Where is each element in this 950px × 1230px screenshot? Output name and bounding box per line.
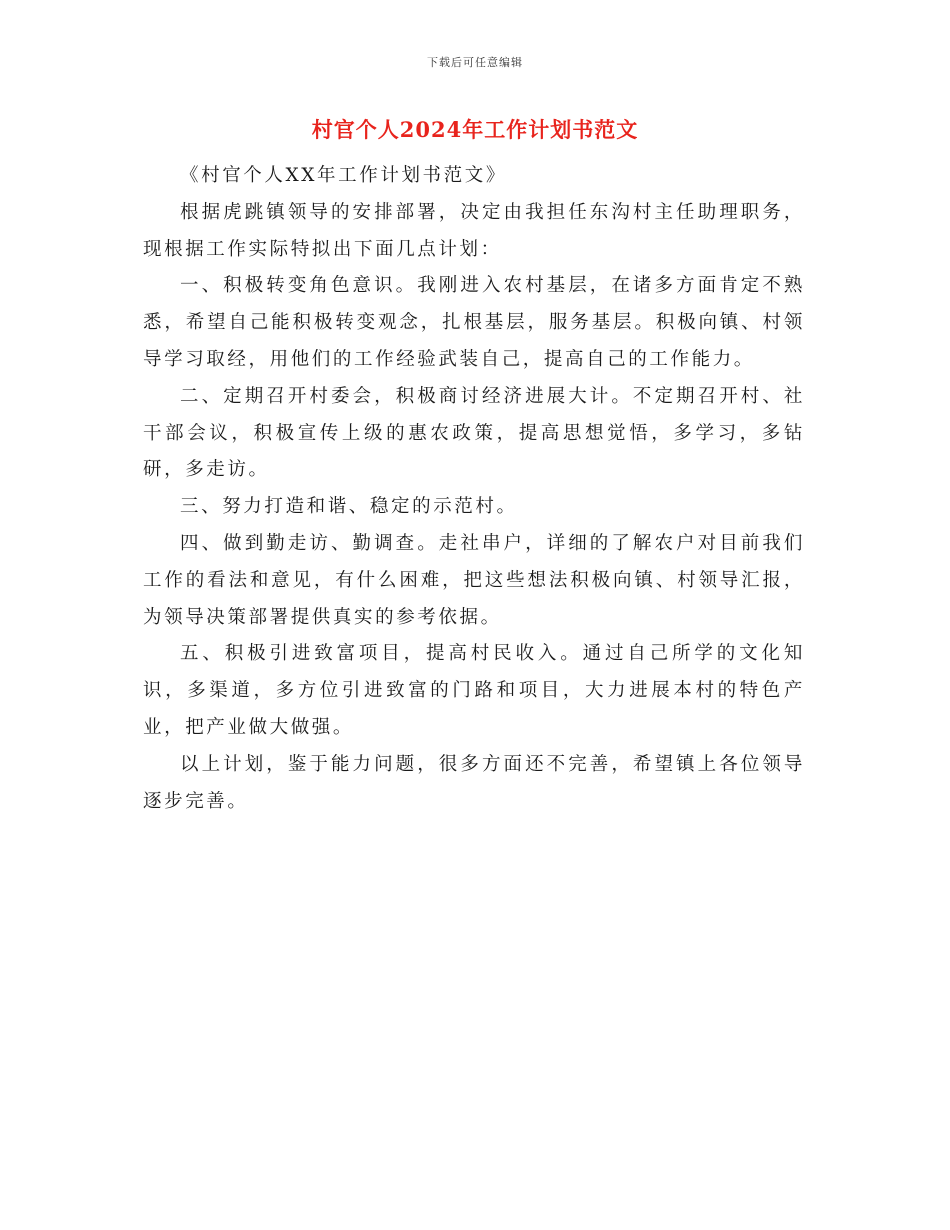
document-body bbox=[143, 158, 805, 820]
paragraph-intro-title: 《村官个人XX年工作计划书范文》 bbox=[180, 165, 507, 186]
header-note: 下载后可任意编辑 bbox=[427, 56, 523, 69]
paragraph-plan-4: 四、做到勤走访、勤调查。走社串户，详细的了解农户对目前我们工作的看法和意见，有什么困难，把这些想法积极向镇、村领导汇报，为领导决策部署提供真实的参考依据。 bbox=[143, 532, 805, 628]
paragraph-plan-3: 三、努力打造和谐、稳定的示范村。 bbox=[180, 496, 518, 518]
paragraph-plan-1: 一、积极转变角色意识。我刚进入农村基层，在诸多方面肯定不熟悉，希望自己能积极转变观念，扎根基层，服务基层。积极向镇、村领导学习取经，用他们的工作经验武装自己，提高自己的工作能力。 bbox=[143, 275, 805, 370]
paragraph-background: 根据虎跳镇领导的安排部署，决定由我担任东沟村主任助理职务，现根据工作实际特拟出下面几点计划： bbox=[143, 201, 805, 260]
document-title: 村官个人2024年工作计划书范文 bbox=[311, 117, 639, 142]
paragraph-plan-5: 五、积极引进致富项目，提高村民收入。通过自己所学的文化知识，多渠道，多方位引进致富的门路和项目，大力进展本村的特色产业，把产业做大做强。 bbox=[143, 643, 805, 738]
paragraph-conclusion: 以上计划，鉴于能力问题，很多方面还不完善，希望镇上各位领导逐步完善。 bbox=[143, 753, 805, 812]
paragraph-plan-2: 二、定期召开村委会，积极商讨经济进展大计。不定期召开村、社干部会议，积极宣传上级的惠农政策，提高思想觉悟，多学习，多钻研，多走访。 bbox=[143, 385, 805, 481]
